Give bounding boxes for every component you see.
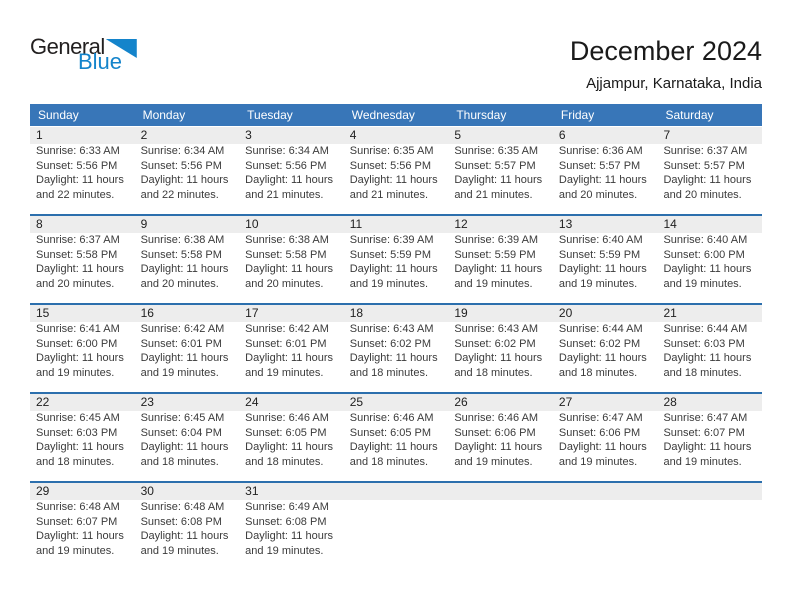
day-number: 9 xyxy=(135,216,240,233)
daylight-text: Daylight: 11 hours and 19 minutes. xyxy=(349,263,438,290)
sunrise-text: Sunrise: 6:41 AM xyxy=(36,323,120,335)
sunrise-text: Sunrise: 6:40 AM xyxy=(558,234,643,246)
sunrise-text: Sunrise: 6:36 AM xyxy=(558,145,643,157)
weekday-header-wednesday: Wednesday xyxy=(351,108,415,122)
logo-text-general: General xyxy=(30,34,105,59)
daylight-text: Daylight: 11 hours and 19 minutes. xyxy=(454,263,543,290)
daylight-text: Daylight: 11 hours and 20 minutes. xyxy=(36,263,124,290)
day-number: 4 xyxy=(344,127,449,144)
day-cell xyxy=(344,394,449,469)
sunrise-text: Sunrise: 6:34 AM xyxy=(245,145,329,157)
week-row xyxy=(30,126,762,214)
general-blue-logo xyxy=(30,36,160,73)
sunset-text: Sunset: 6:07 PM xyxy=(36,515,118,528)
daylight-text: Daylight: 11 hours and 19 minutes. xyxy=(245,352,334,379)
sunset-text: Sunset: 5:56 PM xyxy=(349,159,432,172)
day-number: 8 xyxy=(30,216,135,233)
day-cell xyxy=(30,483,135,558)
daylight-text: Daylight: 11 hours and 19 minutes. xyxy=(36,352,124,379)
sunset-text: Sunset: 6:03 PM xyxy=(36,426,118,439)
daylight-text: Daylight: 11 hours and 18 minutes. xyxy=(36,441,124,468)
sunset-text: Sunset: 5:59 PM xyxy=(349,248,432,261)
day-number: 29 xyxy=(30,483,135,500)
day-cell xyxy=(344,127,449,202)
week-row xyxy=(30,303,762,392)
day-cell xyxy=(448,483,553,558)
day-number: 1 xyxy=(30,127,135,144)
weekday-header-friday: Friday xyxy=(560,108,595,122)
sunset-text: Sunset: 6:05 PM xyxy=(349,426,432,439)
sunrise-text: Sunrise: 6:45 AM xyxy=(36,412,120,424)
day-cell xyxy=(135,127,240,202)
sunrise-text: Sunrise: 6:46 AM xyxy=(454,412,539,424)
sunset-text: Sunset: 5:58 PM xyxy=(140,248,222,261)
daylight-text: Daylight: 11 hours and 21 minutes. xyxy=(245,174,334,201)
day-cell xyxy=(657,305,762,380)
sunrise-text: Sunrise: 6:49 AM xyxy=(245,501,329,513)
day-cell xyxy=(239,127,344,202)
day-number: 19 xyxy=(448,305,553,322)
daylight-text: Daylight: 11 hours and 18 minutes. xyxy=(349,352,438,379)
sunrise-text: Sunrise: 6:48 AM xyxy=(140,501,225,513)
sunset-text: Sunset: 6:07 PM xyxy=(663,426,745,439)
weeks-container xyxy=(30,126,762,570)
day-cell xyxy=(344,305,449,380)
day-cell xyxy=(448,305,553,380)
day-cell xyxy=(30,216,135,291)
sunrise-text: Sunrise: 6:47 AM xyxy=(558,412,643,424)
day-number: 6 xyxy=(553,127,658,144)
sunset-text: Sunset: 5:56 PM xyxy=(245,159,327,172)
sunrise-text: Sunrise: 6:46 AM xyxy=(349,412,434,424)
sunrise-text: Sunrise: 6:37 AM xyxy=(663,145,748,157)
day-cell xyxy=(30,127,135,202)
sunrise-text: Sunrise: 6:34 AM xyxy=(140,145,225,157)
day-cell xyxy=(553,216,658,291)
day-number: 10 xyxy=(239,216,344,233)
daylight-text: Daylight: 11 hours and 19 minutes. xyxy=(36,530,124,557)
day-cell xyxy=(135,394,240,469)
day-number: 21 xyxy=(657,305,762,322)
daylight-text: Daylight: 11 hours and 22 minutes. xyxy=(140,174,229,201)
day-number: 3 xyxy=(239,127,344,144)
page-title: December 2024 xyxy=(569,36,762,66)
day-cell xyxy=(448,394,553,469)
sunrise-text: Sunrise: 6:42 AM xyxy=(140,323,225,335)
day-number: 30 xyxy=(135,483,240,500)
day-number: 31 xyxy=(239,483,344,500)
daylight-text: Daylight: 11 hours and 19 minutes. xyxy=(245,530,334,557)
day-number xyxy=(553,483,658,500)
page-header xyxy=(0,0,792,94)
sunrise-text: Sunrise: 6:38 AM xyxy=(140,234,225,246)
sunrise-text: Sunrise: 6:46 AM xyxy=(245,412,329,424)
day-cell xyxy=(553,127,658,202)
day-cell xyxy=(239,216,344,291)
day-number: 14 xyxy=(657,216,762,233)
day-number: 27 xyxy=(553,394,658,411)
week-row xyxy=(30,481,762,570)
week-row xyxy=(30,392,762,481)
day-cell xyxy=(239,483,344,558)
day-cell xyxy=(239,305,344,380)
day-number: 12 xyxy=(448,216,553,233)
sunrise-text: Sunrise: 6:40 AM xyxy=(663,234,748,246)
day-cell xyxy=(657,216,762,291)
sunset-text: Sunset: 6:01 PM xyxy=(140,337,222,350)
daylight-text: Daylight: 11 hours and 20 minutes. xyxy=(140,263,229,290)
sunrise-text: Sunrise: 6:44 AM xyxy=(558,323,643,335)
week-row xyxy=(30,214,762,303)
weekday-header-thursday: Thursday xyxy=(456,108,507,122)
sunset-text: Sunset: 5:58 PM xyxy=(36,248,118,261)
day-cell xyxy=(135,216,240,291)
day-cell xyxy=(30,305,135,380)
daylight-text: Daylight: 11 hours and 20 minutes. xyxy=(663,174,752,201)
day-cell xyxy=(553,305,658,380)
sunset-text: Sunset: 6:08 PM xyxy=(245,515,327,528)
daylight-text: Daylight: 11 hours and 19 minutes. xyxy=(140,530,229,557)
day-number: 2 xyxy=(135,127,240,144)
logo-text-blue: Blue xyxy=(78,49,123,74)
day-cell xyxy=(344,483,449,558)
day-number: 7 xyxy=(657,127,762,144)
day-number: 24 xyxy=(239,394,344,411)
sunset-text: Sunset: 6:02 PM xyxy=(349,337,432,350)
day-cell xyxy=(657,127,762,202)
day-cell xyxy=(448,127,553,202)
day-number xyxy=(657,483,762,500)
sunset-text: Sunset: 5:58 PM xyxy=(245,248,327,261)
day-cell xyxy=(135,483,240,558)
weekday-header-saturday: Saturday xyxy=(665,108,714,122)
sunset-text: Sunset: 6:04 PM xyxy=(140,426,222,439)
day-cell xyxy=(657,483,762,558)
daylight-text: Daylight: 11 hours and 19 minutes. xyxy=(663,263,752,290)
sunset-text: Sunset: 5:57 PM xyxy=(663,159,745,172)
daylight-text: Daylight: 11 hours and 18 minutes. xyxy=(349,441,438,468)
day-number: 18 xyxy=(344,305,449,322)
sunset-text: Sunset: 6:00 PM xyxy=(663,248,745,261)
day-number: 15 xyxy=(30,305,135,322)
weekday-header-sunday: Sunday xyxy=(38,108,79,122)
day-cell xyxy=(448,216,553,291)
daylight-text: Daylight: 11 hours and 19 minutes. xyxy=(663,441,752,468)
daylight-text: Daylight: 11 hours and 20 minutes. xyxy=(558,174,647,201)
day-number: 22 xyxy=(30,394,135,411)
day-number: 20 xyxy=(553,305,658,322)
sunrise-text: Sunrise: 6:33 AM xyxy=(36,145,120,157)
weekday-header-row xyxy=(30,104,762,126)
sunset-text: Sunset: 6:06 PM xyxy=(558,426,641,439)
daylight-text: Daylight: 11 hours and 18 minutes. xyxy=(245,441,334,468)
daylight-text: Daylight: 11 hours and 19 minutes. xyxy=(558,263,647,290)
daylight-text: Daylight: 11 hours and 18 minutes. xyxy=(663,352,752,379)
sunset-text: Sunset: 6:01 PM xyxy=(245,337,327,350)
sunset-text: Sunset: 5:59 PM xyxy=(454,248,536,261)
sunrise-text: Sunrise: 6:42 AM xyxy=(245,323,329,335)
sunrise-text: Sunrise: 6:43 AM xyxy=(349,323,434,335)
daylight-text: Daylight: 11 hours and 18 minutes. xyxy=(140,441,229,468)
weekday-header-tuesday: Tuesday xyxy=(247,108,293,122)
calendar-table xyxy=(30,104,762,570)
sunset-text: Sunset: 6:02 PM xyxy=(558,337,641,350)
day-cell xyxy=(30,394,135,469)
sunrise-text: Sunrise: 6:35 AM xyxy=(454,145,539,157)
day-cell xyxy=(553,483,658,558)
day-cell xyxy=(553,394,658,469)
weekday-header-monday: Monday xyxy=(142,108,186,122)
title-block xyxy=(570,36,762,93)
day-number: 23 xyxy=(135,394,240,411)
sunset-text: Sunset: 6:08 PM xyxy=(140,515,222,528)
day-number: 11 xyxy=(344,216,449,233)
daylight-text: Daylight: 11 hours and 21 minutes. xyxy=(454,174,543,201)
sunrise-text: Sunrise: 6:38 AM xyxy=(245,234,329,246)
daylight-text: Daylight: 11 hours and 21 minutes. xyxy=(349,174,438,201)
sunset-text: Sunset: 6:05 PM xyxy=(245,426,327,439)
daylight-text: Daylight: 11 hours and 19 minutes. xyxy=(558,441,647,468)
sunrise-text: Sunrise: 6:39 AM xyxy=(454,234,539,246)
daylight-text: Daylight: 11 hours and 20 minutes. xyxy=(245,263,334,290)
day-number: 26 xyxy=(448,394,553,411)
sunrise-text: Sunrise: 6:39 AM xyxy=(349,234,434,246)
sunrise-text: Sunrise: 6:35 AM xyxy=(349,145,434,157)
sunrise-text: Sunrise: 6:44 AM xyxy=(663,323,748,335)
day-cell xyxy=(657,394,762,469)
sunrise-text: Sunrise: 6:48 AM xyxy=(36,501,120,513)
daylight-text: Daylight: 11 hours and 22 minutes. xyxy=(36,174,124,201)
sunset-text: Sunset: 5:59 PM xyxy=(558,248,641,261)
sunrise-text: Sunrise: 6:47 AM xyxy=(663,412,748,424)
day-number: 16 xyxy=(135,305,240,322)
sunrise-text: Sunrise: 6:37 AM xyxy=(36,234,120,246)
day-cell xyxy=(344,216,449,291)
sunset-text: Sunset: 5:56 PM xyxy=(36,159,118,172)
sunset-text: Sunset: 5:57 PM xyxy=(558,159,641,172)
sunrise-text: Sunrise: 6:43 AM xyxy=(454,323,539,335)
sunrise-text: Sunrise: 6:45 AM xyxy=(140,412,225,424)
sunset-text: Sunset: 5:57 PM xyxy=(454,159,536,172)
sunset-text: Sunset: 6:02 PM xyxy=(454,337,536,350)
sunset-text: Sunset: 5:56 PM xyxy=(140,159,222,172)
day-number xyxy=(448,483,553,500)
day-number: 13 xyxy=(553,216,658,233)
day-number: 28 xyxy=(657,394,762,411)
daylight-text: Daylight: 11 hours and 19 minutes. xyxy=(140,352,229,379)
day-number: 25 xyxy=(344,394,449,411)
sunset-text: Sunset: 6:06 PM xyxy=(454,426,536,439)
sunset-text: Sunset: 6:03 PM xyxy=(663,337,745,350)
day-cell xyxy=(135,305,240,380)
sunset-text: Sunset: 6:00 PM xyxy=(36,337,118,350)
day-number xyxy=(344,483,449,500)
daylight-text: Daylight: 11 hours and 18 minutes. xyxy=(454,352,543,379)
daylight-text: Daylight: 11 hours and 18 minutes. xyxy=(558,352,647,379)
day-number: 5 xyxy=(448,127,553,144)
day-cell xyxy=(239,394,344,469)
daylight-text: Daylight: 11 hours and 19 minutes. xyxy=(454,441,543,468)
location-subtitle: Ajjampur, Karnataka, India xyxy=(586,75,762,92)
day-number: 17 xyxy=(239,305,344,322)
